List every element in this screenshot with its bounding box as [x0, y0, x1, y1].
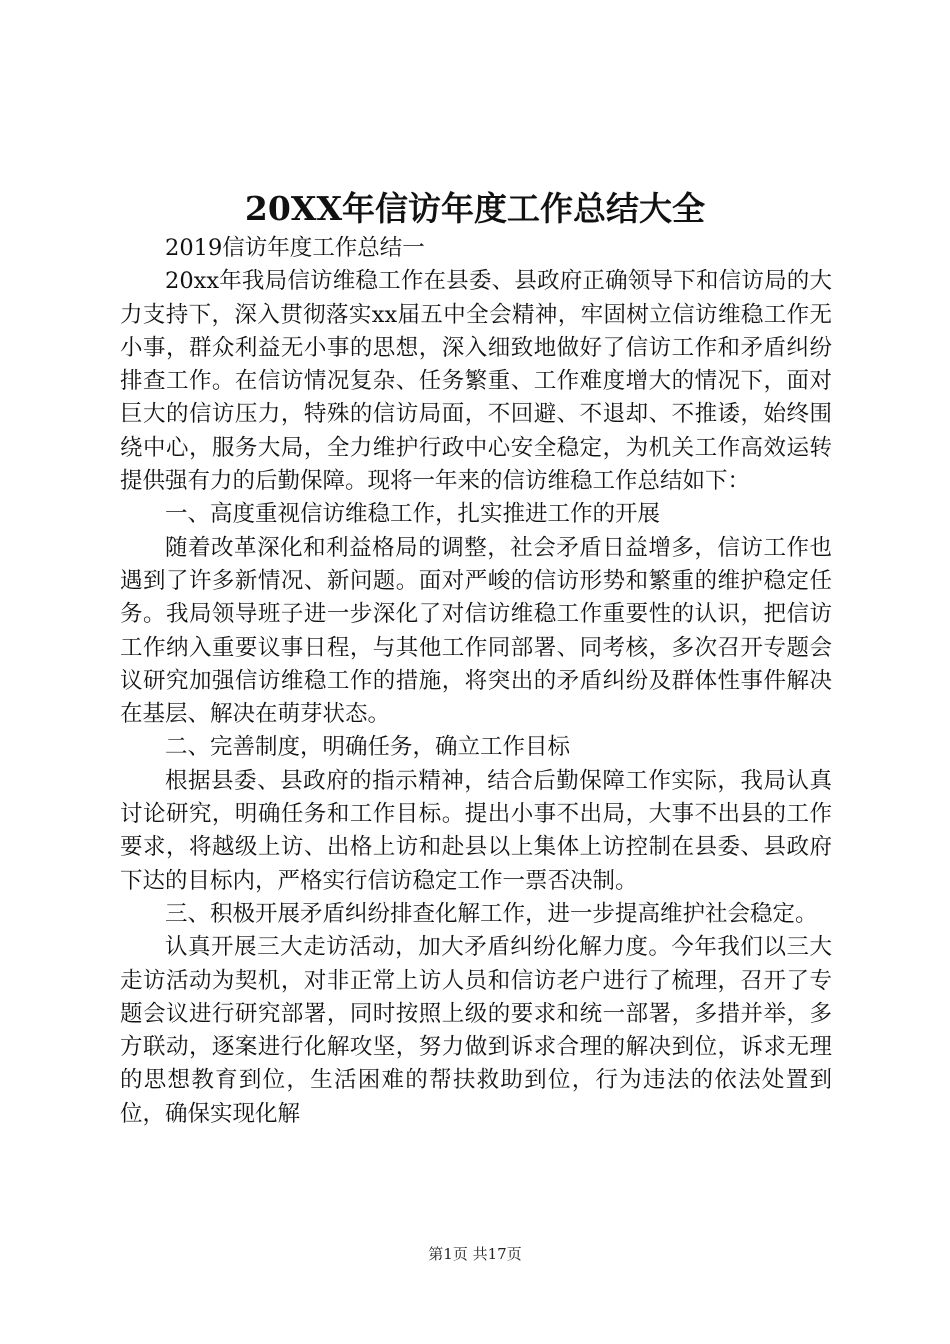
paragraph-section-2: 根据县委、县政府的指示精神，结合后勤保障工作实际，我局认真讨论研究，明确任务和工作目标。提出小事不出局，大事不出县的工作要求，将越级上访、出格上访和赴县以上集体上访控制在县委、县政府下达的目标内，严格实行信访稳定工作一票否决制。: [120, 767, 832, 894]
paragraph-subtitle: 2019信访年度工作总结一: [165, 235, 425, 261]
section-heading-1: 一、高度重视信访维稳工作，扎实推进工作的开展: [165, 501, 661, 528]
page-footer: 第1页 共17页: [428, 1245, 522, 1263]
paragraph-section-3: 认真开展三大走访活动，加大矛盾纠纷化解力度。今年我们以三大走访活动为契机，对非正常上访人员和信访老户进行了梳理，召开了专题会议进行研究部署，同时按照上级的要求和统一部署，多措并举，多方联动，逐案进行化解攻坚，努力做到诉求合理的解决到位，诉求无理的思想教育到位，生活困难的帮扶救助到位，行为违法的依法处置到位，确保实现化解: [120, 934, 832, 1127]
paragraph-section-1: 随着改革深化和利益格局的调整，社会矛盾日益增多，信访工作也遇到了许多新情况、新问题。面对严峻的信访形势和繁重的维护稳定任务。我局领导班子进一步深化了对信访维稳工作重要性的认识，把信访工作纳入重要议事日程，与其他工作同部署、同考核，多次召开专题会议研究加强信访维稳工作的措施，将突出的矛盾纠纷及群体性事件解决在基层、解决在萌芽状态。: [120, 534, 832, 728]
document-title: 20XX年信访年度工作总结大全: [244, 189, 706, 228]
section-heading-3: 三、积极开展矛盾纠纷排查化解工作，进一步提高维护社会稳定。: [165, 900, 818, 927]
section-heading-2: 二、完善制度，明确任务，确立工作目标: [165, 734, 571, 761]
paragraph-intro: 20xx年我局信访维稳工作在县委、县政府正确领导下和信访局的大力支持下，深入贯彻落实xx届五中全会精神，牢固树立信访维稳工作无小事，群众利益无小事的思想，深入细致地做好了信访工作和矛盾纠纷排查工作。在信访情况复杂、任务繁重、工作难度增大的情况下，面对巨大的信访压力，特殊的信访局面，不回避、不退却、不推诿，始终围绕中心，服务大局，全力维护行政中心安全稳定，为机关工作高效运转提供强有力的后勤保障。现将一年来的信访维稳工作总结如下：: [120, 268, 832, 495]
document-body: [120, 232, 832, 1131]
